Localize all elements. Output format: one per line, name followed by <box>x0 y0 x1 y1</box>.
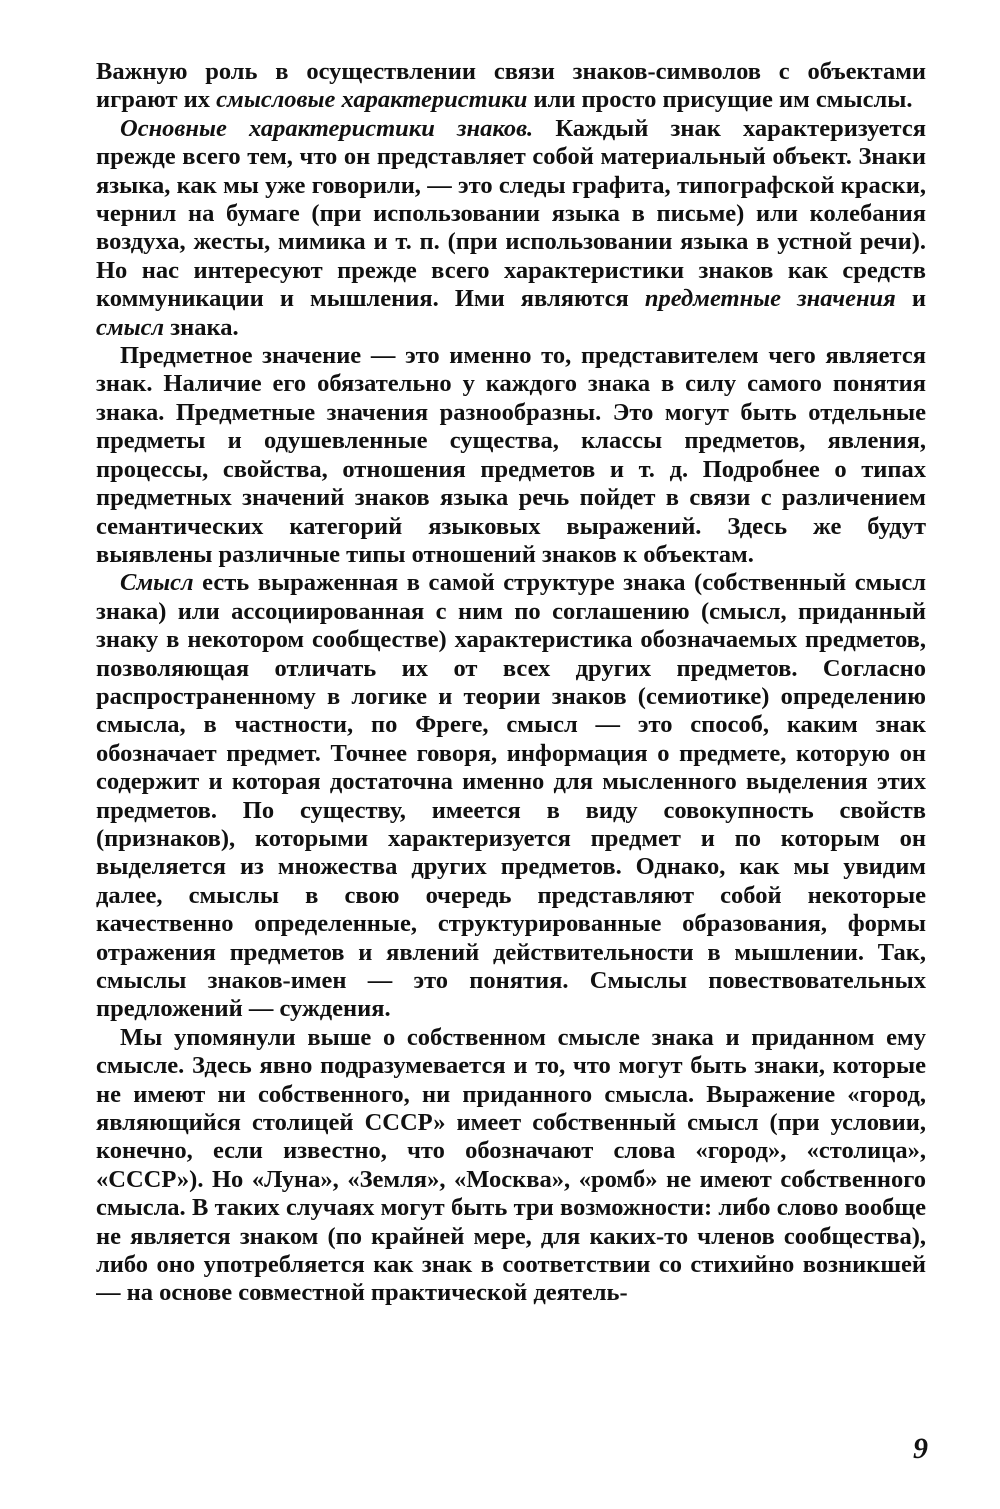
page-text <box>96 58 926 1498</box>
paragraph-5 <box>96 1024 926 1308</box>
paragraph-2-part-2: Каждый знак характеризуется прежде всего тем, что он представляет собой материальный объект. Знаки языка, как мы уже говорили, — это следы графита, типографской краски, чернил на бумаге (при использовании языка в письме) или колебания воздуха, жесты, мимика и т. п. (при использовании языка в устной речи). Но нас интересуют прежде всего характеристики знаков как средств коммуникации и мышления. Ими являются <box>96 114 926 313</box>
paragraph-1 <box>96 58 926 115</box>
paragraph-1-part-1: Важную роль в осуществлении связи знаков-символов с объектами играют их <box>96 58 926 114</box>
paragraph-2-italic-term-1: предметные значения <box>644 285 896 313</box>
paragraph-3-text: Предметное значение — это именно то, представителем чего является знак. Наличие его обязательно у каждого знака в силу самого понятия знака. Предметные значения разнообразны. Это могут быть отдельные предметы и одушевленные существа, классы предметов, явления, процессы, свойства, отношения предметов и т. д. Подробнее о типах предметных значений знаков языка речь пойдет в связи с различением семантических категорий языковых выражений. Здесь же будут выявлены различные типы отношений знаков к объектам. <box>96 342 926 568</box>
paragraph-4-italic-term: Смысл <box>120 569 194 597</box>
paragraph-3 <box>96 342 926 569</box>
section-heading-italic: Основные характеристики знаков. <box>120 114 534 142</box>
paragraph-2-part-6: знака. <box>164 313 239 341</box>
paragraph-1-italic-term: смысловые характеристики <box>216 86 528 114</box>
paragraph-2 <box>96 115 926 342</box>
page-number: 9 <box>913 1432 928 1465</box>
paragraph-5-text: Мы упомянули выше о собственном смысле знака и приданном ему смысле. Здесь явно подразумевается и то, что могут быть знаки, которые не имеют ни собственного, ни приданного смысла. Выражение «город, являющийся столицей СССР» имеет собственный смысл (при условии, конечно, если известно, что обозначают слова «город», «столица», «СССР»). Но «Луна», «Земля», «Москва», «ромб» не имеют собственного смысла. В таких случаях могут быть три возможности: либо слово вообще не является знаком (по крайней мере, для каких-то членов сообщества), либо оно употребляется как знак в соответствии со стихийно возникшей — на основе совместной практической деятель- <box>96 1023 926 1307</box>
paragraph-2-italic-term-2: смысл <box>96 313 165 341</box>
paragraph-1-part-3: или просто присущие им смыслы. <box>527 86 913 114</box>
paragraph-4 <box>96 569 926 1024</box>
paragraph-2-part-4: и <box>895 285 926 313</box>
paragraph-4-part-2: есть выраженная в самой структуре знака (собственный смысл знака) или ассоциированная с ним по соглашению (смысл, приданный знаку в некотором сообществе) характеристика обозначаемых предметов, позволяющая отличать их от всех других предметов. Согласно распространенному в логике и теории знаков (семиотике) определению смысла, в частности, по Фреге, смысл — это способ, каким знак обозначает предмет. Точнее говоря, информация о предмете, которую он содержит и которая достаточна именно для мысленного выделения этих предметов. По существу, имеется в виду совокупность свойств (признаков), которыми характеризуется предмет и по которым он выделяется из множества других предметов. Однако, как мы увидим далее, смыслы в свою очередь представляют собой некоторые качественно определенные, структурированные образования, формы отражения предметов и явлений действительности в мышлении. Так, смыслы знаков-имен — это понятия. Смыслы повествовательных предложений — суждения. <box>96 569 926 1023</box>
